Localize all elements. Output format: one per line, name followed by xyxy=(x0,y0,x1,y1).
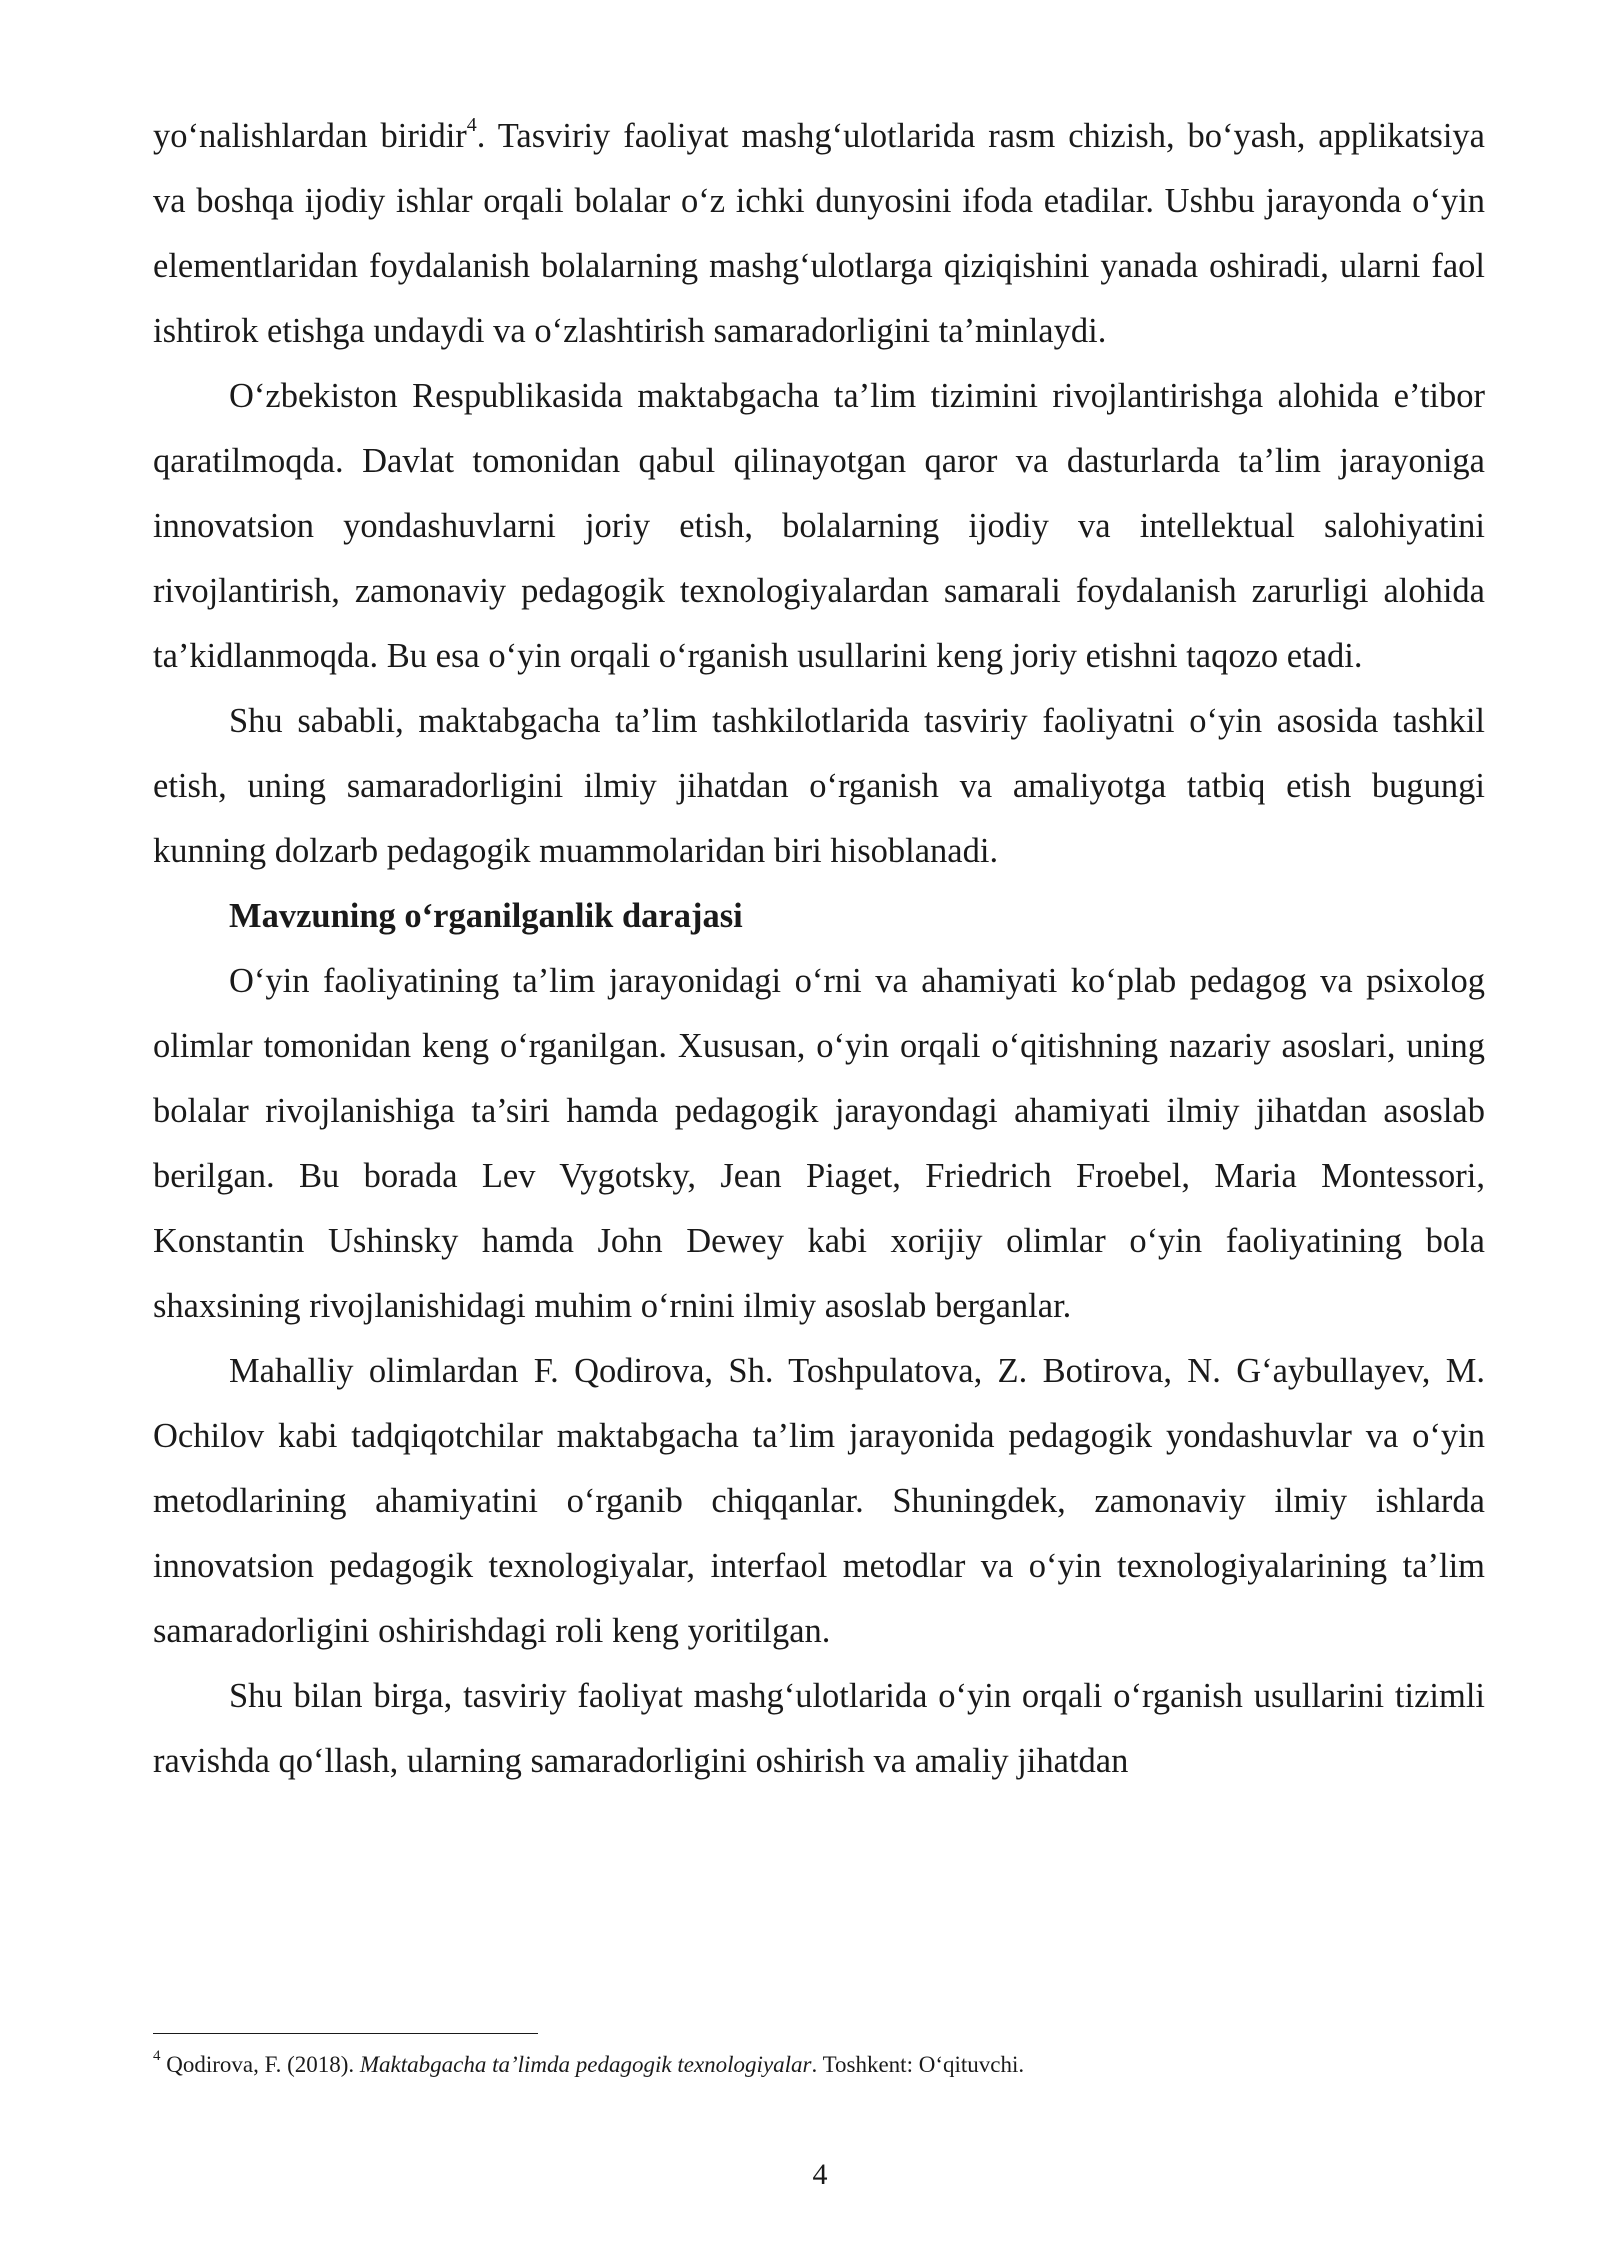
footnote-separator xyxy=(153,2033,538,2034)
page-number: 4 xyxy=(812,2158,828,2191)
paragraph-1-rest: . Tasviriy faoliyat mashg‘ulotlarida rasm chizish, bo‘yash, applikatsiya va boshqa ijodiy ishlar orqali bolalar o‘z ichki dunyosini ifoda etadilar. Ushbu jarayonda o‘yin elementlaridan foydalanish bolalarning mashg‘ulotlarga qiziqishini yanada oshiradi, ularni faol ishtirok etishga undaydi va o‘zlashtirish samaradorligini ta’minlaydi. xyxy=(153,117,1485,350)
footnote-reference[interactable]: 4 xyxy=(466,113,477,136)
footnote xyxy=(153,2048,1485,2082)
paragraph-1 xyxy=(153,104,1485,364)
paragraph-4: O‘yin faoliyatining ta’lim jarayonidagi o‘rni va ahamiyati ko‘plab pedagog va psixolog olimlar tomonidan keng o‘rganilgan. Xususan, o‘yin orqali o‘qitishning nazariy asoslari, uning bolalar rivojlanishiga ta’siri hamda pedagogik jarayondagi ahamiyati ilmiy jihatdan asoslab berilgan. Bu borada Lev Vygotsky, Jean Piaget, Friedrich Froebel, Maria Montessori, Konstantin Ushinsky hamda John Dewey kabi xorijiy olimlar o‘yin faoliyatining bola shaxsining rivojlanishidagi muhim o‘rnini ilmiy asoslab berganlar. xyxy=(153,962,1485,1325)
paragraph-5: Mahalliy olimlardan F. Qodirova, Sh. Toshpulatova, Z. Botirova, N. G‘aybullayev, M. Ochilov kabi tadqiqotchilar maktabgacha ta’lim jarayonida pedagogik yondashuvlar va o‘yin metodlarining ahamiyatini o‘rganib chiqqanlar. Shuningdek, zamonaviy ilmiy ishlarda innovatsion pedagogik texnologiyalar, interfaol metodlar va o‘yin texnologiyalarining ta’lim samaradorligini oshirishdagi roli keng yoritilgan. xyxy=(153,1352,1485,1650)
footnote-publisher: . Toshkent: O‘qituvchi. xyxy=(811,2052,1025,2077)
footnote-title: Maktabgacha ta’limda pedagogik texnologiyalar xyxy=(359,2052,812,2077)
paragraph-1-start: yo‘nalishlardan biridir xyxy=(153,117,467,155)
paragraph-2: O‘zbekiston Respublikasida maktabgacha ta’lim tizimini rivojlantirishga alohida e’tibor qaratilmoqda. Davlat tomonidan qabul qilinayotgan qaror va dasturlarda ta’lim jarayoniga innovatsion yondashuvlarni joriy etish, bolalarning ijodiy va intellektual salohiyatini rivojlantirish, zamonaviy pedagogik texnologiyalardan samarali foydalanish zarurligi alohida ta’kidlanmoqda. Bu esa o‘yin orqali o‘rganish usullarini keng joriy etishni taqozo etadi. xyxy=(153,377,1485,675)
paragraph-3: Shu sababli, maktabgacha ta’lim tashkilotlarida tasviriy faoliyatni o‘yin asosida tashkil etish, uning samaradorligini ilmiy jihatdan o‘rganish va amaliyotga tatbiq etish bugungi kunning dolzarb pedagogik muammolaridan biri hisoblanadi. xyxy=(153,702,1485,870)
section-heading: Mavzuning o‘rganilganlik darajasi xyxy=(229,897,743,935)
document-body xyxy=(153,104,1485,1794)
footnote-number: 4 xyxy=(153,2048,161,2065)
paragraph-6: Shu bilan birga, tasviriy faoliyat mashg‘ulotlarida o‘yin orqali o‘rganish usullarini tizimli ravishda qo‘llash, ularning samaradorligini oshirish va amaliy jihatdan xyxy=(153,1677,1485,1780)
footnote-author-year: Qodirova, F. (2018). xyxy=(160,2052,360,2077)
